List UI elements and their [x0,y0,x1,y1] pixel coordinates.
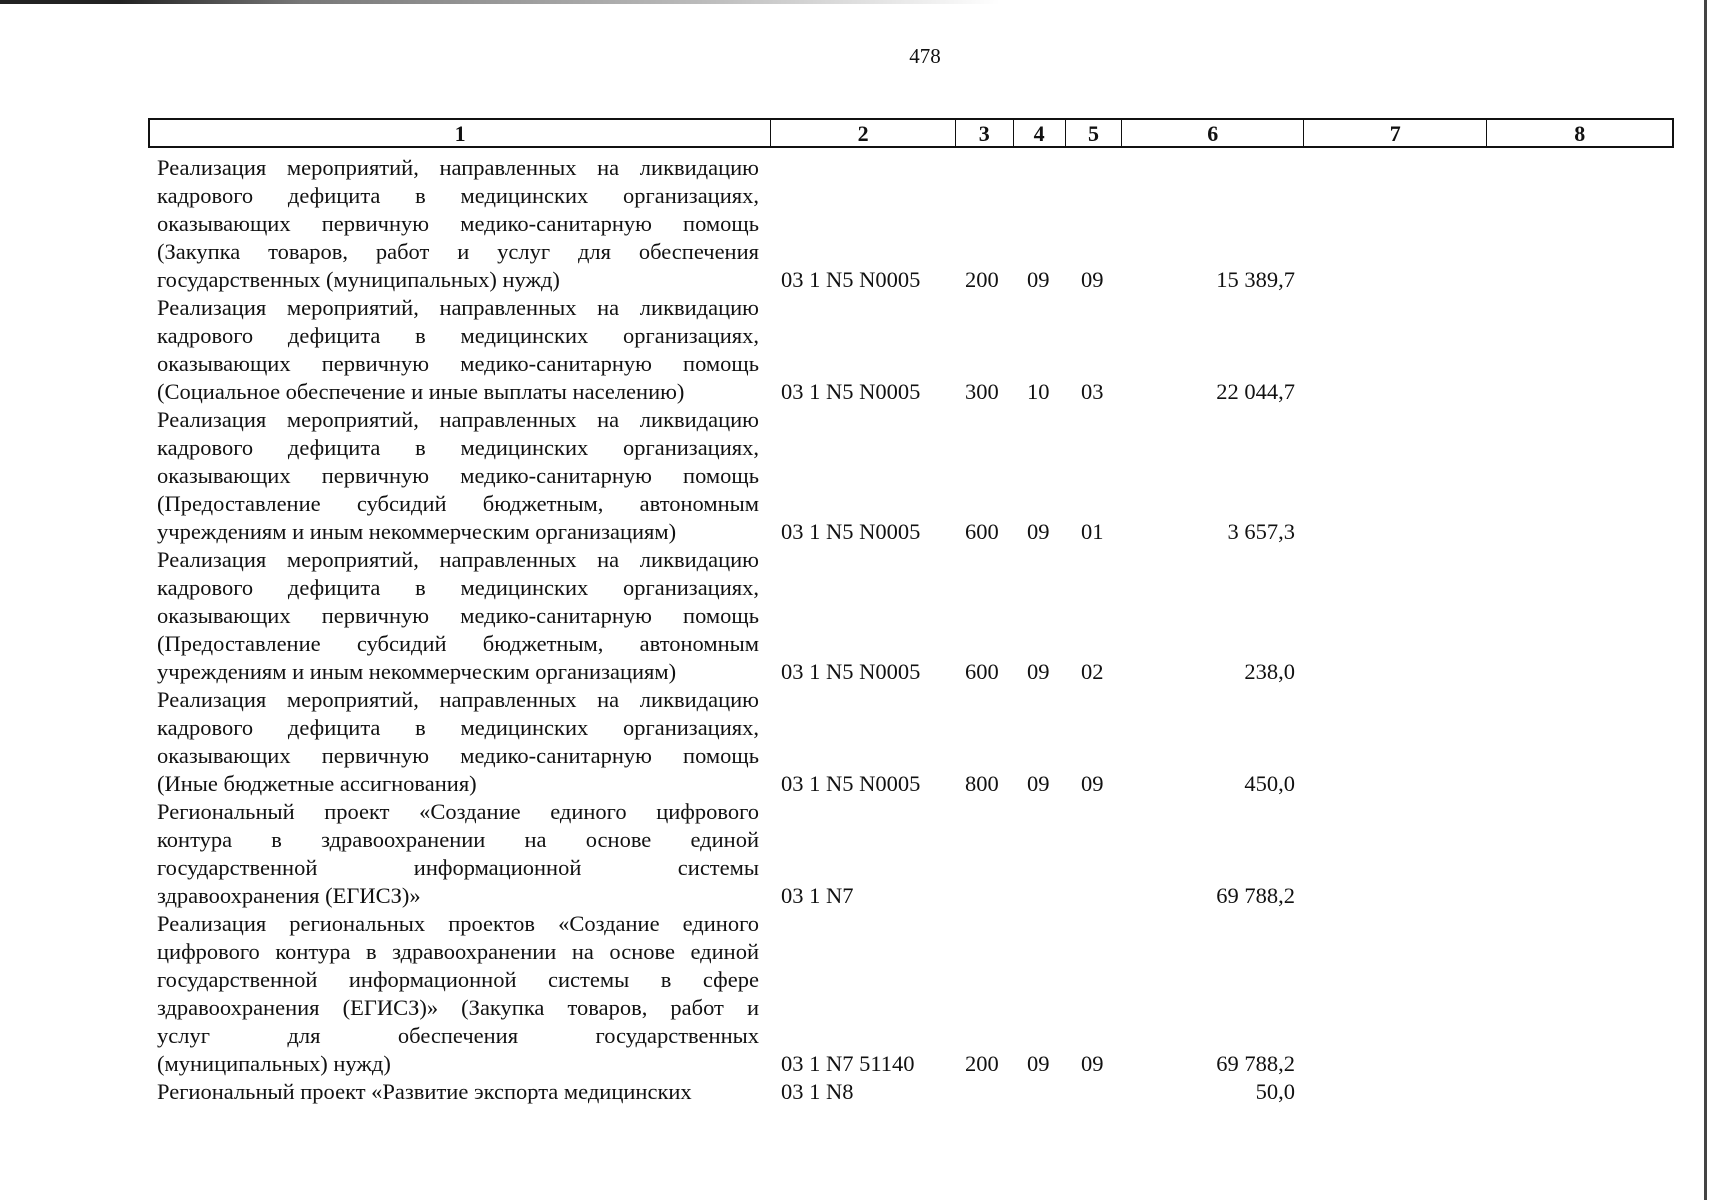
subsection-cell: 03 [1081,379,1104,404]
row-description [157,294,759,406]
type-cell: 200 [965,267,999,292]
page-number: 478 [909,44,941,68]
description-line: кадрового дефицита в медицинских организациях, [157,435,759,460]
scan-edge-right [1704,0,1707,1200]
description-line: (Предоставление субсидий бюджетным, автономным [157,631,759,656]
section-cell: 10 [1027,379,1050,404]
description-line: услуг для обеспечения государственных [157,1023,759,1048]
amount-cell: 15 389,7 [1216,267,1295,292]
description-line: оказывающих первичную медико-санитарную помощь [157,351,759,376]
amount-cell: 450,0 [1244,771,1295,796]
header-col-6: 6 [1122,120,1304,146]
row-description [157,1078,759,1106]
code-cell: 03 1 N8 [781,1079,854,1104]
amount-cell: 50,0 [1255,1079,1295,1104]
header-col-4: 4 [1014,120,1066,146]
description-line: государственной информационной системы в сфере [157,967,759,992]
type-cell: 600 [965,519,999,544]
section-cell: 09 [1027,267,1050,292]
description-line: контура в здравоохранении на основе единой [157,827,759,852]
description-line: кадрового дефицита в медицинских организациях, [157,715,759,740]
code-cell: 03 1 N5 N0005 [781,659,921,684]
description-line: (Предоставление субсидий бюджетным, автономным [157,491,759,516]
description-line: Реализация мероприятий, направленных на ликвидацию [157,547,759,572]
row-description [157,406,759,546]
subsection-cell: 02 [1081,659,1104,684]
description-line: Региональный проект «Создание единого цифрового [157,799,759,824]
scan-edge-top [0,0,1714,4]
code-cell: 03 1 N5 N0005 [781,519,921,544]
description-line: государственных (муниципальных) нужд) [157,267,560,292]
description-line: оказывающих первичную медико-санитарную помощь [157,743,759,768]
section-cell: 09 [1027,1051,1050,1076]
code-cell: 03 1 N5 N0005 [781,771,921,796]
description-line: Реализация мероприятий, направленных на ликвидацию [157,687,759,712]
header-col-8: 8 [1574,121,1586,146]
description-line: кадрового дефицита в медицинских организациях, [157,323,759,348]
description-line: (Иные бюджетные ассигнования) [157,771,477,796]
amount-cell: 238,0 [1244,659,1295,684]
description-line: учреждениям и иным некоммерческим организациям) [157,519,677,544]
type-cell: 800 [965,771,999,796]
description-line: (Закупка товаров, работ и услуг для обеспечения [157,239,759,264]
description-line: кадрового дефицита в медицинских организациях, [157,575,759,600]
subsection-cell: 09 [1081,1051,1104,1076]
section-cell: 09 [1027,771,1050,796]
description-line: оказывающих первичную медико-санитарную помощь [157,211,759,236]
description-line: Реализация мероприятий, направленных на ликвидацию [157,295,759,320]
type-cell: 600 [965,659,999,684]
row-description [157,546,759,686]
table-header [148,118,1674,148]
subsection-cell: 09 [1081,771,1104,796]
type-cell: 200 [965,1051,999,1076]
description-line: оказывающих первичную медико-санитарную помощь [157,603,759,628]
amount-cell: 22 044,7 [1216,379,1295,404]
description-line: оказывающих первичную медико-санитарную помощь [157,463,759,488]
row-description [157,154,759,294]
row-description [157,910,759,1078]
subsection-cell: 09 [1081,267,1104,292]
description-line: здравоохранения (ЕГИСЗ)» [157,883,421,908]
code-cell: 03 1 N5 N0005 [781,267,921,292]
amount-cell: 69 788,2 [1216,883,1295,908]
code-cell: 03 1 N5 N0005 [781,379,921,404]
section-cell: 09 [1027,519,1050,544]
type-cell: 300 [965,379,999,404]
description-line: Реализация региональных проектов «Создание единого [157,911,759,936]
header-col-2: 2 [771,120,956,146]
section-cell: 09 [1027,659,1050,684]
description-line: кадрового дефицита в медицинских организациях, [157,183,759,208]
code-cell: 03 1 N7 [781,883,854,908]
header-col-1: 1 [150,120,771,146]
amount-cell: 3 657,3 [1227,519,1295,544]
amount-cell: 69 788,2 [1216,1051,1295,1076]
description-line: Реализация мероприятий, направленных на ликвидацию [157,407,759,432]
description-line: цифрового контура в здравоохранении на основе единой [157,939,759,964]
description-line: учреждениям и иным некоммерческим организациям) [157,659,677,684]
header-col-7: 7 [1304,120,1488,146]
code-cell: 03 1 N7 51140 [781,1051,915,1076]
header-col-5: 5 [1066,120,1123,146]
description-line: государственной информационной системы [157,855,759,880]
row-description [157,686,759,798]
description-line: Региональный проект «Развитие экспорта медицинских [157,1079,692,1104]
description-line: здравоохранения (ЕГИСЗ)» (Закупка товаров, работ и [157,995,759,1020]
header-col-3: 3 [956,120,1014,146]
row-description [157,798,759,910]
subsection-cell: 01 [1081,519,1104,544]
description-line: (муниципальных) нужд) [157,1051,391,1076]
description-line: (Социальное обеспечение и иные выплаты населению) [157,379,685,404]
description-line: Реализация мероприятий, направленных на ликвидацию [157,155,759,180]
